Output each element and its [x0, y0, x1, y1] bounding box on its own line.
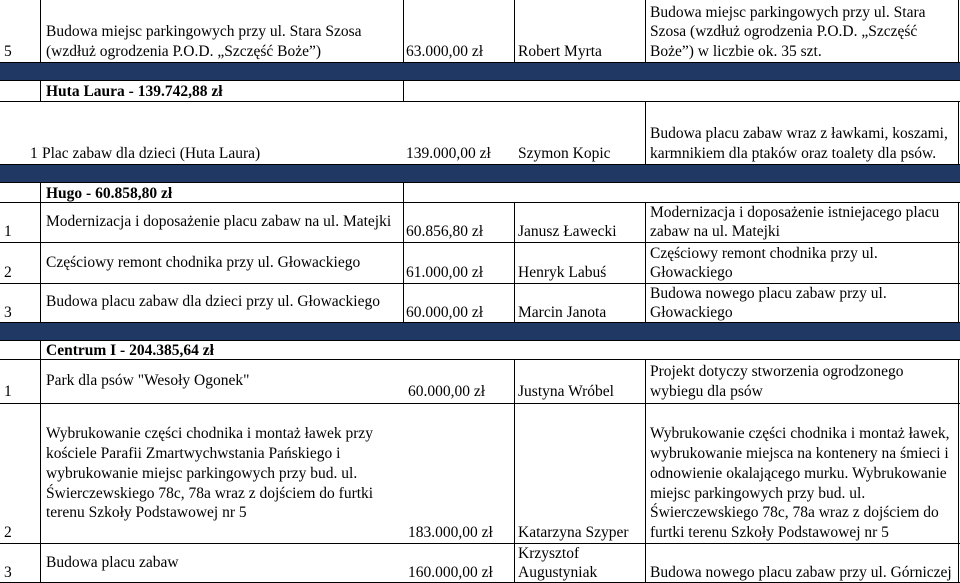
project-name-line: terenu Szkoły Podstawowej nr 5	[46, 504, 247, 521]
row-number: 3	[4, 304, 12, 321]
section-heading: Huta Laura - 139.742,88 zł	[46, 83, 223, 100]
project-description-line: Głowackiego	[650, 264, 733, 281]
project-amount: 183.000,00 zł	[408, 524, 493, 541]
project-name-line: wybrukowanie miejsc parkingowych przy bud. ul.	[46, 465, 358, 482]
project-name-line: Wybrukowanie części chodnika i montaż ławek przy	[46, 425, 374, 442]
project-author-line: Krzysztof	[518, 545, 580, 562]
grid-line	[0, 80, 960, 81]
row-number: 1	[4, 223, 12, 240]
project-description-line: Głowackiego	[650, 304, 733, 321]
grid-line	[958, 0, 959, 63]
grid-line	[0, 543, 960, 544]
project-author: Justyna Wróbel	[518, 383, 614, 400]
project-name-line: (wzdłuż ogrodzenia P.O.D. „Szczęść Boże”)	[46, 43, 322, 60]
project-description-line: miejsc parkingowych przy bud. ul.	[650, 485, 866, 502]
project-description-line: Szosa (wzdłuż ogrodzenia P.O.D. „Szczęść	[650, 23, 918, 40]
grid-line	[958, 359, 959, 583]
project-author: Henryk Labuś	[518, 264, 607, 281]
project-description-line: furtki terenu Szkoły Podstawowej nr 5	[650, 524, 889, 541]
grid-line	[40, 182, 41, 203]
project-description-line: Budowa miejsc parkingowych przy ul. Stara	[650, 4, 926, 21]
grid-line	[0, 182, 960, 183]
grid-line	[0, 242, 960, 243]
row-number: 2	[4, 264, 12, 281]
grid-line	[645, 202, 646, 323]
project-name: Park dla psów "Wesoły Ogonek"	[46, 372, 250, 389]
project-author: Janusz Ławecki	[518, 223, 617, 240]
project-description-line: zabaw na ul. Matejki	[650, 223, 780, 240]
project-description-line: Projekt dotyczy stworzenia ogrodzonego	[650, 363, 904, 380]
project-author: Szymon Kopic	[518, 145, 611, 162]
project-name-line: kościele Parafii Zmartwychwstania Pańskiego i	[46, 445, 341, 462]
project-amount: 60.000,00 zł	[406, 304, 484, 321]
project-description-line: karmnikiem dla ptaków oraz toalety dla psów.	[650, 145, 937, 162]
grid-line	[40, 359, 41, 583]
project-description: Budowa nowego placu zabaw przy ul. Górniczej	[650, 564, 952, 581]
project-amount: 139.000,00 zł	[406, 145, 491, 162]
project-author: Marcin Janota	[518, 304, 607, 321]
grid-line	[645, 101, 646, 165]
project-description-line: odnowienie okalającego murku. Wybrukowanie	[650, 465, 947, 482]
section-separator-band	[0, 165, 960, 182]
row-number: 5	[4, 43, 12, 60]
project-name: Częściowy remont chodnika przy ul. Głowackiego	[46, 254, 361, 271]
project-amount: 160.000,00 zł	[408, 564, 493, 581]
grid-line	[40, 80, 41, 102]
grid-line	[0, 403, 960, 404]
project-amount: 63.000,00 zł	[406, 43, 484, 60]
section-heading: Hugo - 60.858,80 zł	[46, 185, 173, 202]
project-description-line: Częściowy remont chodnika przy ul.	[650, 245, 878, 262]
section-separator-band	[0, 63, 960, 80]
grid-line	[403, 0, 404, 63]
project-name: Modernizacja i doposażenie placu zabaw na ul. Matejki	[46, 213, 392, 230]
project-description-line: Wybrukowanie części chodnika i montaż ławek,	[650, 425, 950, 442]
grid-line	[403, 182, 404, 203]
section-separator-band	[0, 323, 960, 340]
project-amount: 60.856,80 zł	[406, 223, 484, 240]
grid-line	[958, 202, 959, 323]
section-heading: Centrum I - 204.385,64 zł	[46, 342, 214, 359]
grid-line	[514, 0, 515, 63]
project-amount: 61.000,00 zł	[406, 264, 484, 281]
grid-line	[40, 0, 41, 63]
grid-line	[40, 202, 41, 323]
project-description-line: Budowa nowego placu zabaw przy ul.	[650, 285, 887, 302]
project-name: Plac zabaw dla dzieci (Huta Laura)	[42, 145, 261, 162]
grid-line	[958, 101, 959, 165]
project-amount: 60.000,00 zł	[408, 383, 486, 400]
grid-line	[645, 359, 646, 583]
grid-line	[40, 340, 41, 360]
project-description-line: Świerczewskiego 78c, 78a wraz z dojściem do	[650, 504, 939, 521]
grid-line	[403, 202, 404, 323]
row-number: 1	[30, 145, 38, 162]
project-name-line: Budowa miejsc parkingowych przy ul. Stara Szosa	[46, 23, 362, 40]
grid-line	[514, 359, 515, 583]
project-description-line: Budowa placu zabaw wraz z ławkami, koszami,	[650, 125, 948, 142]
row-number: 2	[4, 524, 12, 541]
grid-line	[0, 101, 960, 102]
project-author: Robert Myrta	[518, 43, 602, 60]
project-name: Budowa placu zabaw	[46, 554, 179, 571]
project-description-line: Boże”) w liczbie ok. 35 szt.	[650, 43, 822, 60]
grid-line	[514, 202, 515, 323]
project-author: Katarzyna Szyper	[518, 524, 629, 541]
row-number: 1	[4, 383, 12, 400]
project-name: Budowa placu zabaw dla dzieci przy ul. Głowackiego	[46, 293, 380, 310]
project-author-line: Augustyniak	[518, 564, 598, 581]
grid-line	[403, 80, 404, 102]
project-description-line: wybiegu dla psów	[650, 383, 763, 400]
project-name-line: Świerczewskiego 78c, 78a wraz z dojściem do furtki	[46, 485, 374, 502]
row-number: 3	[4, 564, 12, 581]
project-description-line: Modernizacja i doposażenie istniejacego placu	[650, 204, 940, 221]
grid-line	[645, 0, 646, 63]
project-description-line: wybrukowanie miejsca na kontenery na śmieci i	[650, 445, 949, 462]
